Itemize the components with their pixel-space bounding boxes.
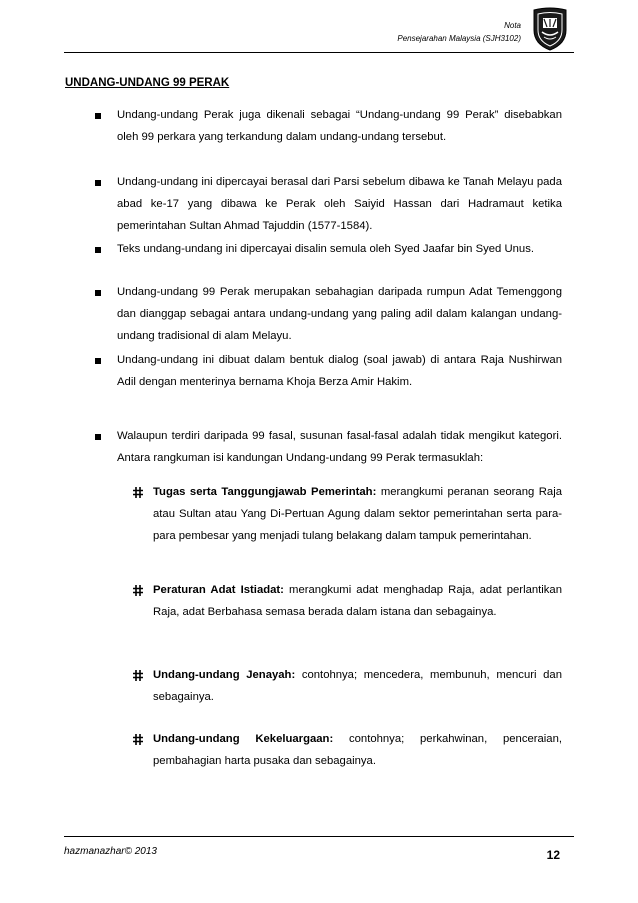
content-item-term: Undang-undang Jenayah:: [153, 669, 296, 681]
bullet-paragraph: Undang-undang ini dipercayai berasal dari Parsi sebelum dibawa ke Tanah Melayu pada abad ke-17 yang dibawa ke Perak oleh Saiyid Hassan dari Hadramaut ketika pemerintahan Sultan Ahmad Tajuddin (1577-1584).: [117, 176, 562, 232]
bullet-paragraph: Undang-undang 99 Perak merupakan sebahagian daripada rumpun Adat Temenggong dan dianggap sebagai antara undang-undang yang paling adil dalam kalangan undang-undang tradisional di alam Melayu.: [117, 286, 562, 342]
footer-author: hazmanazhar© 2013: [64, 846, 157, 857]
content-item: [153, 481, 562, 547]
hash-bullet-icon: [133, 487, 143, 498]
header-title: Nota: [504, 21, 521, 30]
hash-bullet-icon: [133, 670, 143, 681]
content-item-term: Undang-undang Kekeluargaan:: [153, 733, 334, 745]
page-number: 12: [546, 848, 560, 862]
section-title: UNDANG-UNDANG 99 PERAK: [65, 77, 230, 89]
bullet-paragraph: Walaupun terdiri daripada 99 fasal, susunan fasal-fasal adalah tidak mengikut kategori. Antara rangkuman isi kandungan Undang-undang 99 Perak termasuklah:: [117, 430, 562, 464]
page-header: [0, 0, 638, 62]
content-item: [153, 579, 562, 623]
content-item: [153, 664, 562, 708]
bullet-paragraph: Undang-undang ini dibuat dalam bentuk dialog (soal jawab) di antara Raja Nushirwan Adil dengan menterinya bernama Khoja Berza Amir Hakim.: [117, 354, 562, 388]
bullet-icon: [95, 290, 101, 296]
footer-divider: [64, 836, 574, 837]
hash-bullet-icon: [133, 734, 143, 745]
content-item-desc: merangkumi peranan seorang Raja atau Sultan atau Yang Di-Pertuan Agung dalam sektor pemerintahan serta para-para pembesar yang menjadi tulang belakang dalam tampuk pemerintahan.: [153, 486, 563, 542]
header-divider: [64, 52, 574, 53]
content-item-term: Tugas serta Tanggungjawab Pemerintah:: [153, 486, 377, 498]
bullet-icon: [95, 247, 101, 253]
hash-bullet-icon: [133, 585, 143, 596]
content-item: [153, 728, 562, 772]
bullet-paragraph: Teks undang-undang ini dipercayai disalin semula oleh Syed Jaafar bin Syed Unus.: [117, 243, 534, 255]
bullet-icon: [95, 358, 101, 364]
university-crest-icon: [530, 6, 570, 52]
bullet-icon: [95, 180, 101, 186]
bullet-icon: [95, 113, 101, 119]
content-item-desc: contohnya; mencedera, membunuh, mencuri dan sebagainya.: [153, 669, 562, 703]
header-subtitle: Pensejarahan Malaysia (SJH3102): [397, 34, 521, 43]
content-item-desc: merangkumi adat menghadap Raja, adat perlantikan Raja, adat Berbahasa semasa berada dalam istana dan sebagainya.: [153, 584, 563, 618]
bullet-paragraph: Undang-undang Perak juga dikenali sebagai “Undang-undang 99 Perak” disebabkan oleh 99 perkara yang terkandung dalam undang-undang tersebut.: [117, 109, 562, 143]
bullet-icon: [95, 434, 101, 440]
content-item-term: Peraturan Adat Istiadat:: [153, 584, 284, 596]
content-item-desc: contohnya; perkahwinan, penceraian, pembahagian harta pusaka dan sebagainya.: [153, 733, 563, 767]
